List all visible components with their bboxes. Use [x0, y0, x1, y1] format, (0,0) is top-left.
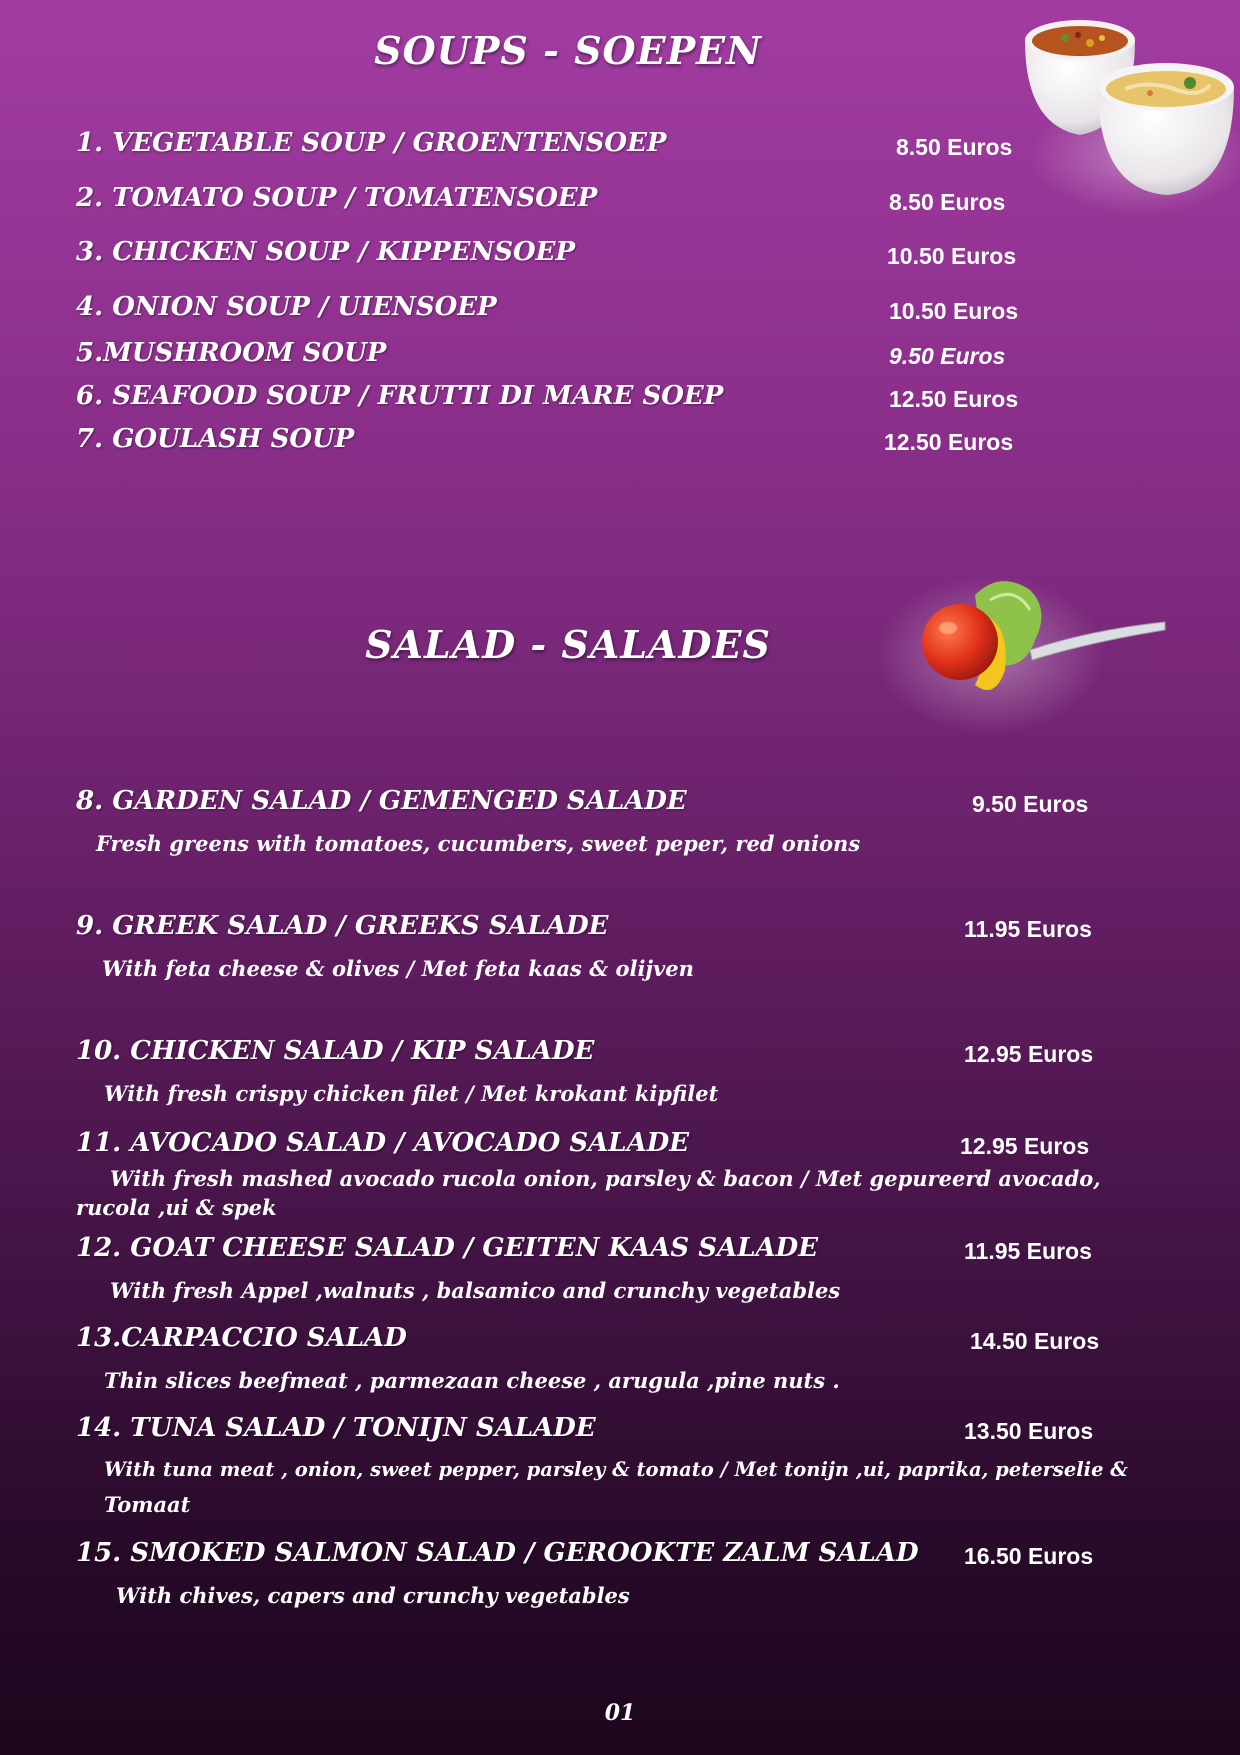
- salad-item-13: 13.CARPACCIO SALAD: [76, 1323, 407, 1353]
- salad-desc-14b: Tomaat: [104, 1492, 191, 1517]
- salad-desc-15: With chives, capers and crunchy vegetables: [116, 1583, 630, 1608]
- salad-price-12: 11.95 Euros: [964, 1238, 1092, 1264]
- soup-price-7: 12.50 Euros: [884, 429, 1014, 455]
- soup-item-7: 7. GOULASH SOUP: [76, 424, 355, 454]
- salad-desc-11b: rucola ,ui & spek: [76, 1195, 277, 1220]
- salad-price-14: 13.50 Euros: [964, 1418, 1094, 1444]
- soup-item-3: 3. CHICKEN SOUP / KIPPENSOEP: [76, 237, 576, 267]
- salad-desc-14a: With tuna meat , onion, sweet pepper, parsley & tomato / Met tonijn ,ui, paprika, peterselie &: [104, 1458, 1128, 1481]
- salad-desc-9: With feta cheese & olives / Met feta kaas & olijven: [102, 956, 694, 981]
- soup-bowls-icon: [1010, 5, 1240, 225]
- salad-price-15: 16.50 Euros: [964, 1543, 1094, 1569]
- salad-price-9: 11.95 Euros: [964, 916, 1092, 942]
- soup-price-5: 9.50 Euros: [889, 343, 1006, 369]
- salad-item-10: 10. CHICKEN SALAD / KIP SALADE: [76, 1036, 595, 1066]
- salad-item-12: 12. GOAT CHEESE SALAD / GEITEN KAAS SALADE: [76, 1233, 819, 1263]
- soup-item-1: 1. VEGETABLE SOUP / GROENTENSOEP: [76, 128, 667, 158]
- salad-price-10: 12.95 Euros: [964, 1041, 1094, 1067]
- salads-heading: SALAD - SALADES: [365, 622, 771, 667]
- page-number: 01: [604, 1700, 636, 1726]
- salad-desc-13: Thin slices beefmeat , parmezaan cheese , arugula ,pine nuts .: [104, 1368, 840, 1393]
- salad-item-9: 9. GREEK SALAD / GREEKS SALADE: [76, 911, 609, 941]
- salad-price-11: 12.95 Euros: [960, 1133, 1090, 1159]
- soup-price-4: 10.50 Euros: [889, 298, 1019, 324]
- soup-price-2: 8.50 Euros: [889, 189, 1006, 215]
- salad-item-11: 11. AVOCADO SALAD / AVOCADO SALADE: [76, 1128, 690, 1158]
- soup-price-3: 10.50 Euros: [887, 243, 1017, 269]
- soup-item-5: 5.MUSHROOM SOUP: [76, 338, 387, 368]
- soup-item-4: 4. ONION SOUP / UIENSOEP: [76, 292, 497, 322]
- salad-fork-icon: [880, 560, 1180, 740]
- salad-item-14: 14. TUNA SALAD / TONIJN SALADE: [76, 1413, 596, 1443]
- salad-desc-12: With fresh Appel ,walnuts , balsamico and crunchy vegetables: [110, 1278, 841, 1303]
- salad-desc-8: Fresh greens with tomatoes, cucumbers, sweet peper, red onions: [96, 831, 861, 856]
- salad-desc-11a: With fresh mashed avocado rucola onion, parsley & bacon / Met gepureerd avocado,: [110, 1166, 1101, 1191]
- salad-price-8: 9.50 Euros: [972, 791, 1089, 817]
- soup-item-6: 6. SEAFOOD SOUP / FRUTTI DI MARE SOEP: [76, 381, 724, 411]
- salad-price-13: 14.50 Euros: [970, 1328, 1100, 1354]
- soups-heading: SOUPS - SOEPEN: [374, 28, 762, 73]
- salad-item-15: 15. SMOKED SALMON SALAD / GEROOKTE ZALM SALAD: [76, 1538, 919, 1568]
- salad-item-8: 8. GARDEN SALAD / GEMENGED SALADE: [76, 786, 687, 816]
- soup-price-6: 12.50 Euros: [889, 386, 1019, 412]
- soup-price-1: 8.50 Euros: [896, 134, 1013, 160]
- salad-desc-10: With fresh crispy chicken filet / Met krokant kipfilet: [104, 1081, 719, 1106]
- soup-item-2: 2. TOMATO SOUP / TOMATENSOEP: [76, 183, 598, 213]
